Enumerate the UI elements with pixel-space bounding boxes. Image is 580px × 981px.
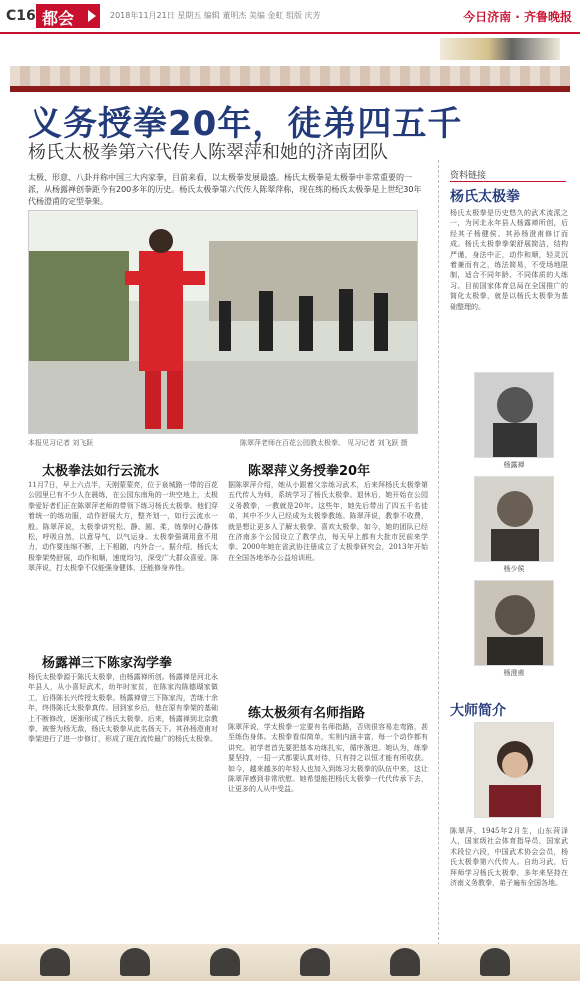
headline: 义务授拳20年，徒弟四五千 xyxy=(28,104,463,144)
master-bio-text: 陈翠萍，1945年2月生，山东菏泽人，国家级社会体育指导员，国家武术段位六段，中国武术协会会员，杨氏太极拳第六代传人。自幼习武，后拜师学习杨氏太极拳，多年来坚持在济南义务教拳，弟子遍布全国各地。 xyxy=(450,827,568,888)
silhouette xyxy=(120,948,150,976)
portrait-yang-luchan xyxy=(474,372,554,458)
subheadline: 杨氏太极拳第六代传人陈翠萍和她的济南团队 xyxy=(28,142,388,163)
silhouette xyxy=(480,948,510,976)
section-text-2: 杨氏太极拳源于陈氏太极拳，由杨露禅所创。杨露禅是河北永年县人，从小喜好武术，幼年时家贫，在陈家沟陈德瑚家做工，后得陈长兴传授太极拳。杨露禅曾三下陈家沟，苦练十余年，终得陈氏太极拳真传。回到家乡后，他在原有拳架的基础上不断修改，逐渐形成了杨氏太极拳。后来，杨露禅到北京教拳，被誉为杨无敌，杨氏太极拳从此名扬天下。其孙杨澄甫对拳架进行了进一步修订，形成了现在流传最广的杨氏太极拳。 xyxy=(28,673,218,744)
silhouette xyxy=(300,948,330,976)
section-heading-4: 练太极须有名师指路 xyxy=(248,706,366,721)
decorative-band xyxy=(10,66,570,86)
silhouette xyxy=(210,948,240,976)
edition-meta: 2018年11月21日 星期五 编辑 董明杰 美编 金虹 组版 庆芳 xyxy=(110,11,321,20)
section-heading-1: 太极拳法如行云流水 xyxy=(42,464,160,479)
photo-caption: 陈翠萍老师在百花公园教太极拳。 见习记者 刘飞跃 摄 xyxy=(240,439,408,447)
main-photo xyxy=(28,210,418,434)
silhouette xyxy=(40,948,70,976)
section-heading-3: 陈翠萍义务授拳20年 xyxy=(248,464,371,479)
silhouette xyxy=(390,948,420,976)
section-text-1: 11月7日，早上六点半，天刚蒙蒙亮，位于泉城路一带的百花公园里已有不少人在晨练，在公园东南角的一块空地上，太极拳爱好者们正在陈翠萍老师的带领下练习杨氏太极拳。他们穿着统一的练功服，动作舒展大方，整齐划一，如行云流水一般。陈翠萍说，太极拳讲究松、静、圆、柔，练拳时心静体松，呼吸自然，以意导气，以气运身。太极拳强调用意不用力，动作要连绵不断，上下相随，内外合一。据介绍，杨氏太极拳架势舒展，动作和顺，速度均匀，深受广大群众喜爱。陈翠萍说，打太极拳不仅能强身健体，还能修身养性。 xyxy=(28,481,218,573)
portrait-yang-chengfu xyxy=(474,580,554,666)
section-heading-2: 杨露禅三下陈家沟学拳 xyxy=(42,656,173,671)
section-text-4: 陈翠萍说，学太极拳一定要有名师指路，否则很容易走弯路，甚至练伤身体。太极拳看似简单，实则内涵丰富，每一个动作都有讲究。初学者首先要把基本功练扎实，循序渐进。她认为，练拳要坚持，一招一式都要认真对待，只有持之以恒才能有所收获。如今，越来越多的年轻人也加入到练习太极拳的队伍中来，这让陈翠萍感到非常欣慰。她希望能把杨氏太极拳一代代传承下去，让更多的人从中受益。 xyxy=(228,723,428,794)
photo-credit: 本报见习记者 刘飞跃 xyxy=(28,439,94,447)
section-tag: 都会 xyxy=(36,4,100,28)
sidebar-title-style: 杨氏太极拳 xyxy=(450,189,520,205)
page-number: C16 xyxy=(6,8,36,24)
portrait-caption-1: 杨露禅 xyxy=(503,461,525,469)
newspaper-brand: 今日济南 · 齐鲁晚报 xyxy=(463,10,572,24)
page-header xyxy=(0,0,580,34)
portrait-chen-cuiping xyxy=(474,722,554,818)
decorative-rule xyxy=(10,86,570,92)
portrait-yang-shaohou xyxy=(474,476,554,562)
sidebar-text-style: 杨氏太极拳是历史悠久的武术流派之一，为河北永年县人杨露禅所创，后经其子杨健侯、其孙杨澄甫修订而成。杨氏太极拳拳架舒展简洁，结构严谨，身法中正，动作和顺，轻灵沉着兼而有之，练法简易，不受场地限制，适合不同年龄、不同体质的人练习。目前国家体育总局在全国推广的简化太极拳，就是以杨氏太极拳为基础整理的。 xyxy=(450,209,568,311)
sidebar-label: 资料链接 xyxy=(450,168,566,182)
portrait-caption-3: 杨澄甫 xyxy=(503,669,525,677)
section-text-3: 据陈翠萍介绍，她从小跟着父亲练习武术，后来拜杨氏太极拳第五代传人为师，系统学习了杨氏太极拳。退休后，她开始在公园义务教拳，一教就是20年。这些年，她先后带出了四五千名徒弟，其中不少人已经成为太极拳教练。陈翠萍说，教拳不收费，就是想让更多人了解太极拳、喜欢太极拳。如今，她的团队已经在济南多个公园设立了教学点，每天早上都有大批市民前来学拳。2000年她在省武协注册成立了太极拳研究会，2013年开始在全国各地举办公益培训班。 xyxy=(228,481,428,562)
portrait-caption-2: 杨少侯 xyxy=(503,565,525,573)
column-logo-image xyxy=(440,38,560,60)
master-bio-title: 大师简介 xyxy=(450,703,506,719)
lead-paragraph: 太极、形意、八卦并称中国三大内家拳，目前来看，以太极拳发展最盛。杨氏太极拳是太极拳中非常重要的一派，从杨露禅创拳距今有200多年的历史。杨氏太极拳第六代传人陈翠萍称，现在练的杨氏太极拳是上世纪30年代杨澄甫的定型拳架。 xyxy=(28,173,422,206)
